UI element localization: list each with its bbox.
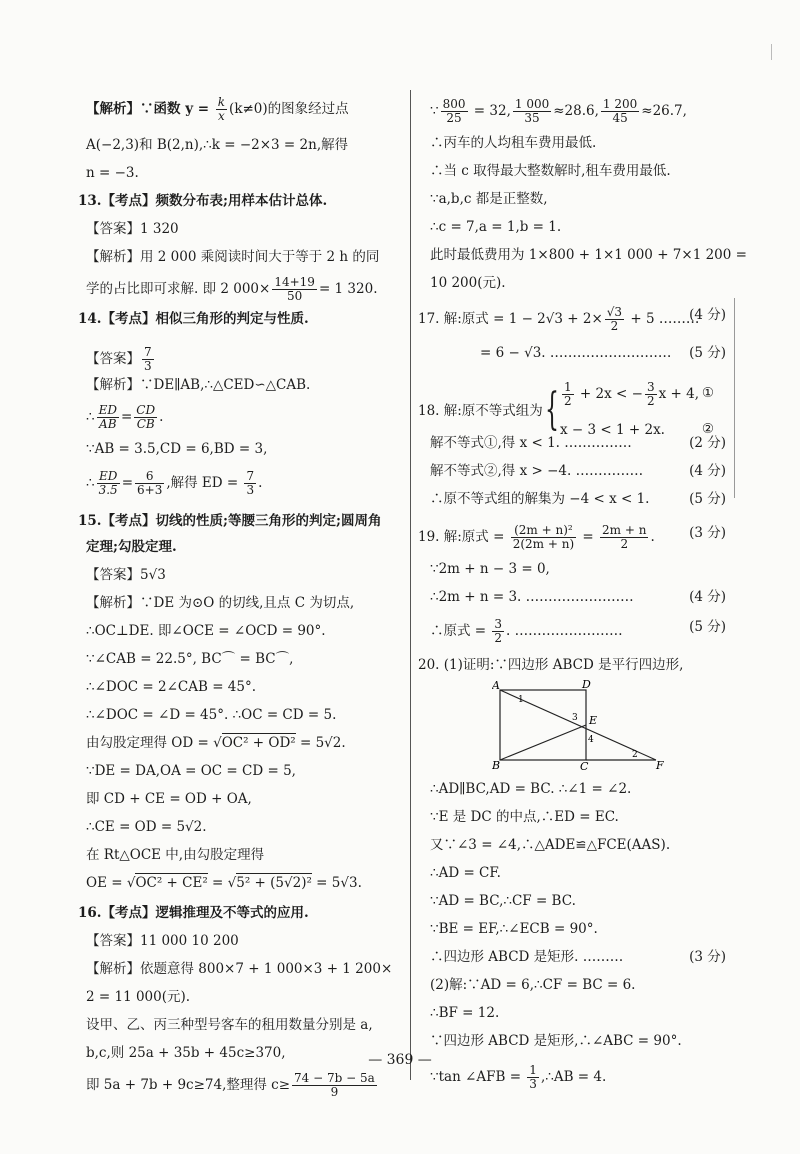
q19-line4: ∴原式 = $\frac{3}{2}$ . …………………… (5 分) [430,617,726,645]
q15-analysis-line5: ∴∠DOC = ∠D = 45°. ∴OC = CD = 5. [86,707,337,723]
q15-analysis-line6: 由勾股定理得 OD = √OC² + OD² = 5√2. [86,735,346,751]
column-divider [410,90,411,1080]
q12-analysis-line3: n = −3. [86,165,139,181]
q13-analysis-line2: 学的占比即可求解. 即 2 000× $\frac{14+19}{50}$ = 1 320. [86,275,378,303]
q14-analysis-line1: 【解析】∵DE∥AB,∴△CED∽△CAB. [86,377,311,393]
q16-cont-line3: ∴当 c 取得最大整数解时,租车费用最低. [430,163,671,179]
angle-label-2: 2 [632,750,638,760]
q20-line2: ∴AD∥BC,AD = BC. ∴∠1 = ∠2. [430,781,632,797]
q16-cont-line6: 此时最低费用为 1×800 + 1×1 000 + 7×1 200 = [430,247,747,263]
q14-answer: 【答案】 $\frac{7}{3}$ [86,345,152,373]
q16-cont-line1: ∵ $\frac{800}{25}$ = 32, $\frac{1 000}{35}$ ≈28.6, $\frac{1 200}{45}$ ≈26.7, [430,97,687,125]
q16-analysis-line1: 【解析】依题意得 800×7 + 1 000×3 + 1 200× [86,961,393,977]
q15-analysis-line2: ∴OC⊥DE. 即∠OCE = ∠OCD = 90°. [86,623,326,639]
q14-analysis-line3: ∵AB = 3.5,CD = 6,BD = 3, [86,441,268,457]
q15-analysis-line11: OE = √OC² + CE² = √5² + (5√2)² = 5√3. [86,875,362,891]
label-A: A [492,680,500,692]
label-F: F [656,759,664,770]
q15-analysis-line3: ∵∠CAB = 22.5°, BC⌒ = BC⌒, [86,651,294,667]
right-margin-line [734,298,735,498]
q16-analysis-line5: 即 5a + 7b + 9c≥74,整理得 c≥ $\frac{74 - 7b - 5a}{9}$ [86,1071,375,1099]
q18-system: 18. 解:原不等式组为 { $\frac{1}{2}$ + 2x < − $\frac{3}{2}$ x + 4, x − 3 < 1 + 2x. ① ② [418,380,714,438]
q19-line2: ∵2m + n − 3 = 0, [430,561,550,577]
q15-analysis-line7: ∵DE = DA,OA = OC = CD = 5, [86,763,296,779]
q18-line1: 解不等式①,得 x < 1. …………… (2 分) [430,435,726,451]
q15-analysis-line10: 在 Rt△OCE 中,由勾股定理得 [86,847,265,863]
edge-mark [771,44,772,60]
q13-topic: 13.【考点】频数分布表;用样本估计总体. [78,193,328,209]
q20-line6: ∵AD = BC,∴CF = BC. [430,893,576,909]
q20-line10: ∴BF = 12. [430,1005,500,1021]
q14-analysis-line4: ∴ $\frac{ED}{3.5}$ = $\frac{6}{6+3}$ ,解得 ED = $\frac{7}{3}$ . [86,469,263,497]
q20-geometry-figure [492,680,672,770]
q18-line2: 解不等式②,得 x > −4. …………… (4 分) [430,463,726,479]
q16-analysis-line3: 设甲、乙、丙三种型号客车的租用数量分别是 a, [86,1017,373,1033]
q12-analysis-line1: 【解析】∵函数 y = $\frac{k}{x}$ (k≠0)的图象经过点 [86,95,349,123]
q16-topic: 16.【考点】逻辑推理及不等式的应用. [78,905,309,921]
label-C: C [580,760,589,770]
label-E: E [589,714,598,727]
q20-line5: ∴AD = CF. [430,865,501,881]
q20-line9: (2)解:∵AD = 6,∴CF = BC = 6. [430,977,636,993]
q20-line4: 又∵∠3 = ∠4,∴△ADE≌△FCE(AAS). [430,837,671,853]
q16-analysis-line2: 2 = 11 000(元). [86,989,191,1005]
q17-line2: = 6 − √3. ……………………… (5 分) [480,345,726,361]
angle-label-3: 3 [572,713,578,723]
q20-line3: ∵E 是 DC 的中点,∴ED = EC. [430,809,619,825]
q20-line7: ∵BE = EF,∴∠ECB = 90°. [430,921,598,937]
angle-label-1: 1 [518,695,524,705]
q19-line1: 19. 解:原式 = $\frac{\text{(2m + n)²}}{2(2m + n)}$ = $\frac{2m + n}{2}$ . (3 分) [418,523,726,551]
q13-answer: 【答案】1 320 [86,221,179,237]
label-B: B [492,759,501,770]
q20-line11: ∵四边形 ABCD 是矩形,∴∠ABC = 90°. [430,1033,682,1049]
q15-topic: 15.【考点】切线的性质;等腰三角形的判定;圆周角 [78,513,382,529]
q16-cont-line7: 10 200(元). [430,275,506,291]
q13-analysis-line1: 【解析】用 2 000 乘阅读时间大于等于 2 h 的同 [86,249,380,265]
rectangle-ABCD [500,690,586,760]
angle-label-4: 4 [588,735,594,745]
q16-cont-line2: ∴丙车的人均租车费用最低. [430,135,597,151]
q20-line1: 20. (1)证明:∵四边形 ABCD 是平行四边形, [418,657,684,673]
q15-analysis-line4: ∴∠DOC = 2∠CAB = 45°. [86,679,257,695]
q14-analysis-line2: ∴ $\frac{ED}{AB}$ = $\frac{CD}{CB}$ . [86,403,164,431]
segment-BE [500,725,586,760]
q16-cont-line4: ∵a,b,c 都是正整数, [430,191,548,207]
q12-analysis-line2: A(−2,3)和 B(2,n),∴k = −2×3 = 2n,解得 [86,137,349,153]
q20-line8: ∴四边形 ABCD 是矩形. ……… (3 分) [430,949,726,965]
q18-line3: ∴原不等式组的解集为 −4 < x < 1. (5 分) [430,491,726,507]
page-number: — 369 — [368,1052,432,1068]
q20-line12: ∵tan ∠AFB = $\frac{1}{3}$ ,∴AB = 4. [430,1063,607,1091]
q16-answer: 【答案】11 000 10 200 [86,933,239,949]
q17-line1: 17. 解:原式 = 1 − 2√3 + 2× $\frac{√3}{2}$ + 5 ……… (4 分) [418,305,726,333]
q16-cont-line5: ∴c = 7,a = 1,b = 1. [430,219,562,235]
q16-analysis-line4: b,c,则 25a + 35b + 45c≥370, [86,1045,286,1061]
q19-line3: ∴2m + n = 3. …………………… (4 分) [430,589,726,605]
q15-topic-cont: 定理;勾股定理. [86,539,177,555]
q15-analysis-line8: 即 CD + CE = OD + OA, [86,791,252,807]
q14-topic: 14.【考点】相似三角形的判定与性质. [78,311,309,327]
label-D: D [582,680,591,691]
q15-answer: 【答案】5√3 [86,567,166,583]
q15-analysis-line9: ∴CE = OD = 5√2. [86,819,207,835]
q15-analysis-line1: 【解析】∵DE 为⊙O 的切线,且点 C 为切点, [86,595,355,611]
